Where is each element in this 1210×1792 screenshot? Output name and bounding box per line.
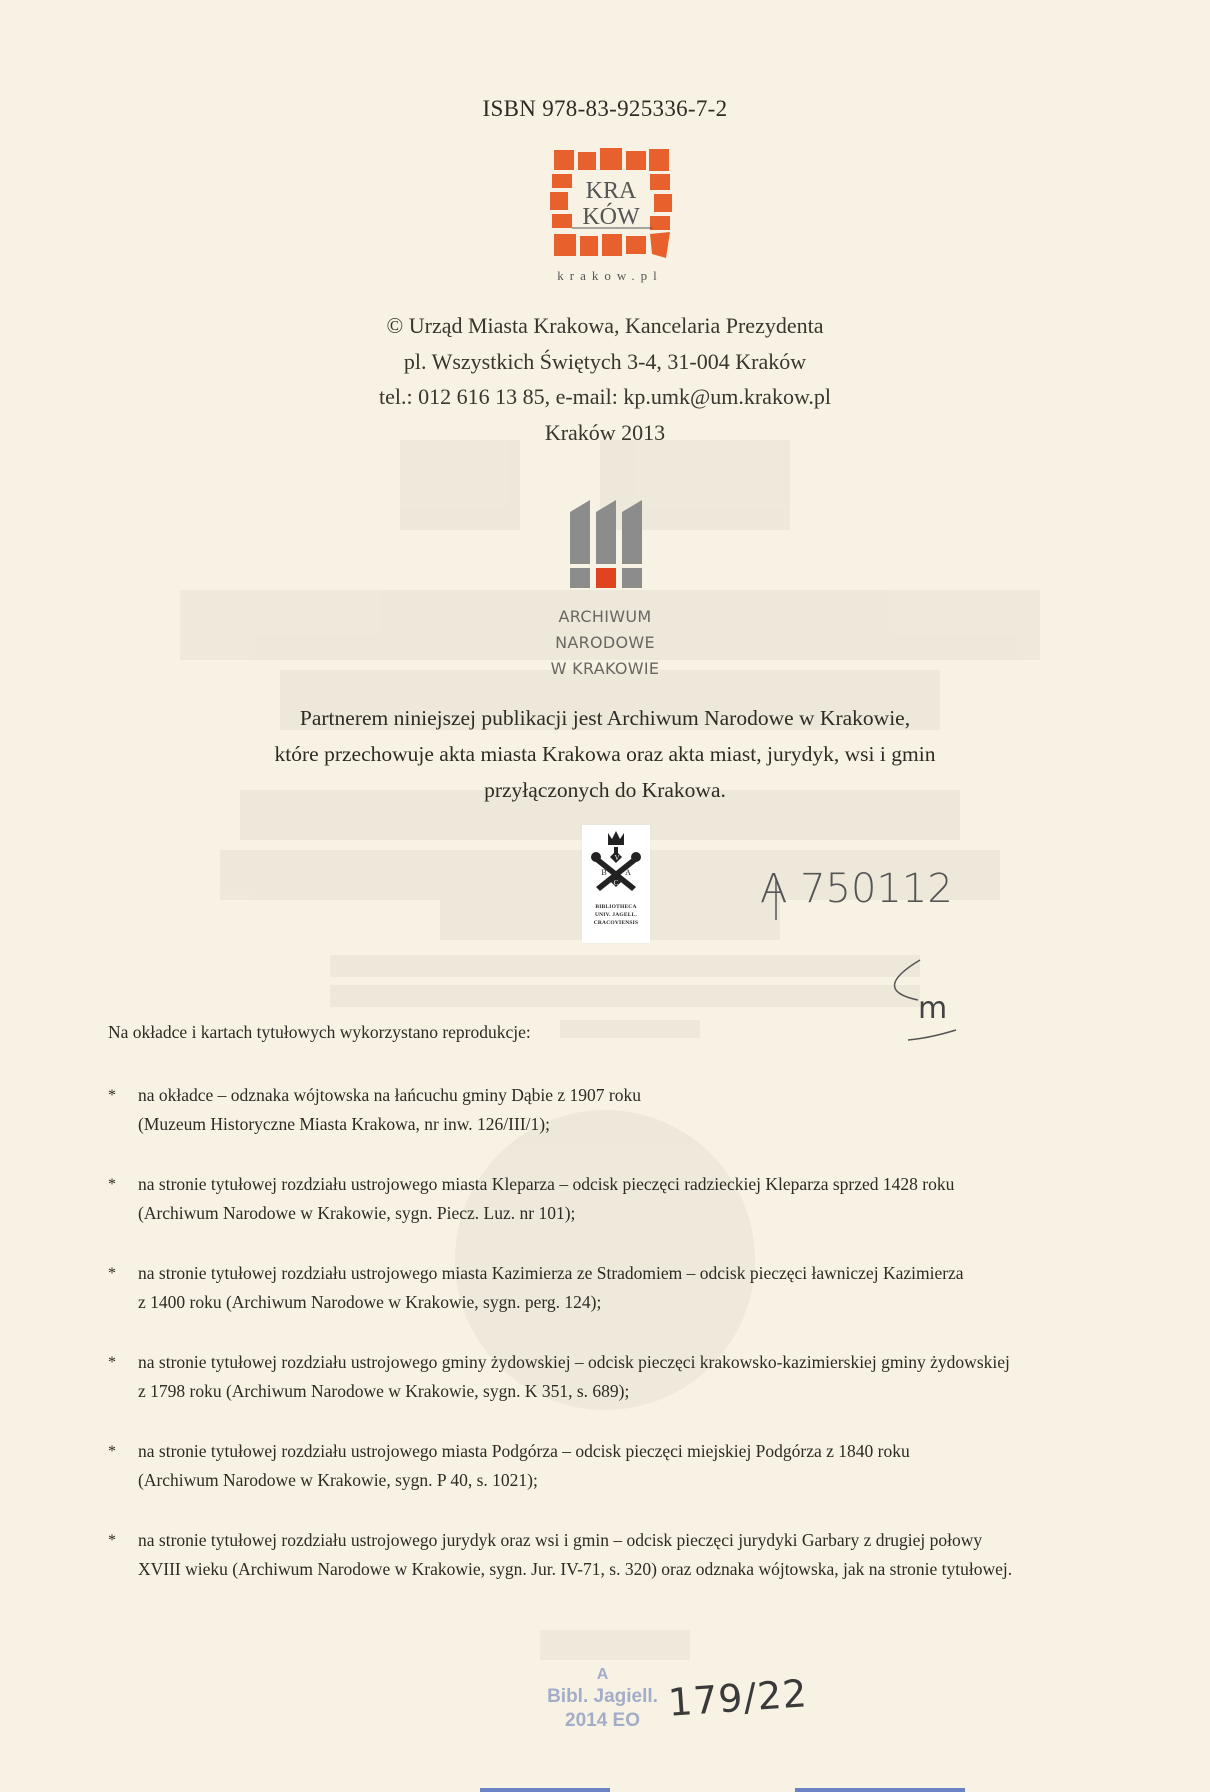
archive-name-line1: ARCHIWUM <box>558 607 652 626</box>
list-item-line: na okładce – odznaka wójtowska na łańcuchu gminy Dąbie z 1907 roku <box>138 1085 641 1105</box>
address-line: pl. Wszystkich Świętych 3-4, 31-004 Kraków <box>403 348 807 374</box>
library-stamp-text <box>582 903 650 927</box>
list-item-line: (Muzeum Historyczne Miasta Krakowa, nr inw. 126/III/1); <box>138 1114 550 1134</box>
accession-number: A 750112 <box>760 866 953 912</box>
partner-line: które przechowuje akta miasta Krakowa oraz akta miast, jurydyk, wsi i gmin <box>274 742 936 766</box>
bullet-asterisk: * <box>108 1265 116 1282</box>
reproductions-intro: Na okładce i kartach tytułowych wykorzystano reprodukcje: <box>108 1022 531 1042</box>
krakow-logo-line2: KÓW <box>582 204 640 230</box>
svg-text:C: C <box>613 879 619 887</box>
handwritten-accession <box>760 850 1000 1050</box>
bullet-asterisk: * <box>108 1176 116 1193</box>
library-stamp <box>582 825 650 943</box>
page-edge-marks <box>0 1784 1210 1792</box>
bullet-asterisk: * <box>108 1354 116 1371</box>
copyright-block <box>0 308 1210 450</box>
place-year-line: Kraków 2013 <box>544 419 666 445</box>
partner-line: Partnerem niniejszej publikacji jest Archiwum Narodowe w Krakowie, <box>299 706 911 730</box>
svg-text:V: V <box>614 854 620 862</box>
bottom-library-stamp <box>530 1660 675 1760</box>
contact-line: tel.: 012 616 13 85, e-mail: kp.umk@um.krakow.pl <box>378 384 832 409</box>
bullet-asterisk: * <box>108 1087 116 1104</box>
svg-text:B: B <box>601 868 607 877</box>
handwritten-mark: m <box>918 991 948 1026</box>
list-item-line: na stronie tytułowej rozdziału ustrojowego miasta Kleparza – odcisk pieczęci radzieckiej Kleparza sprzed 1428 roku <box>138 1174 955 1194</box>
library-stamp-line3: CRACOVIENSIS <box>593 920 639 926</box>
bullet-asterisk: * <box>108 1532 116 1549</box>
krakow-logo-line1: KRA <box>585 178 637 204</box>
list-item-line: na stronie tytułowej rozdziału ustrojowego jurydyk oraz wsi i gmin – odcisk pieczęci jurydyki Garbary z drugiej połowy <box>138 1530 983 1550</box>
list-item-line: (Archiwum Narodowe w Krakowie, sygn. P 40, s. 1021); <box>138 1470 538 1490</box>
svg-text:A: A <box>625 868 631 877</box>
archive-name-line3: W KRAKOWIE <box>550 659 660 678</box>
partner-line: przyłączonych do Krakowa. <box>484 778 726 802</box>
krakow-url: krakow.pl <box>557 268 663 283</box>
library-crest-icon <box>582 825 650 903</box>
list-item-line: (Archiwum Narodowe w Krakowie, sygn. Piecz. Luz. nr 101); <box>138 1203 576 1223</box>
archive-name-line2: NARODOWE <box>555 633 655 652</box>
list-item-line: z 1798 roku (Archiwum Narodowe w Krakowie, sygn. K 351, s. 689); <box>138 1381 630 1401</box>
bottom-stamp-line1: A <box>596 1666 609 1683</box>
bullet-asterisk: * <box>108 1443 116 1460</box>
bottom-stamp-line2: Bibl. Jagiell. <box>547 1686 658 1707</box>
isbn: ISBN 978-83-925336-7-2 <box>482 96 728 121</box>
partner-statement <box>0 700 1210 808</box>
list-item-line: XVIII wieku (Archiwum Narodowe w Krakowie, sygn. Jur. IV-71, s. 320) oraz odznaka wójtowska, jak na stronie tytułowej. <box>138 1559 1013 1579</box>
list-item-line: na stronie tytułowej rozdziału ustrojowego miasta Kazimierza ze Stradomiem – odcisk pieczęci ławniczej Kazimierza <box>138 1263 964 1283</box>
archive-logo <box>568 498 644 590</box>
list-item-line: z 1400 roku (Archiwum Narodowe w Krakowie, sygn. perg. 124); <box>138 1292 602 1312</box>
bottom-stamp-line3: 2014 EO <box>565 1710 640 1731</box>
library-stamp-line1: BIBLIOTHECA <box>595 904 637 910</box>
handwritten-shelfmark: 179/22 <box>666 1671 810 1725</box>
krakow-logo <box>550 148 672 280</box>
library-stamp-line2: UNIV. JAGELL. <box>594 912 638 918</box>
archive-name <box>505 604 705 682</box>
copyright-line: © Urząd Miasta Krakowa, Kancelaria Prezydenta <box>386 313 824 338</box>
list-item-line: na stronie tytułowej rozdziału ustrojowego gminy żydowskiej – odcisk pieczęci krakowsko-kazimierskiej gminy żydowskiej <box>138 1352 1010 1372</box>
list-item-line: na stronie tytułowej rozdziału ustrojowego miasta Podgórza – odcisk pieczęci miejskiej Podgórza z 1840 roku <box>138 1441 910 1461</box>
